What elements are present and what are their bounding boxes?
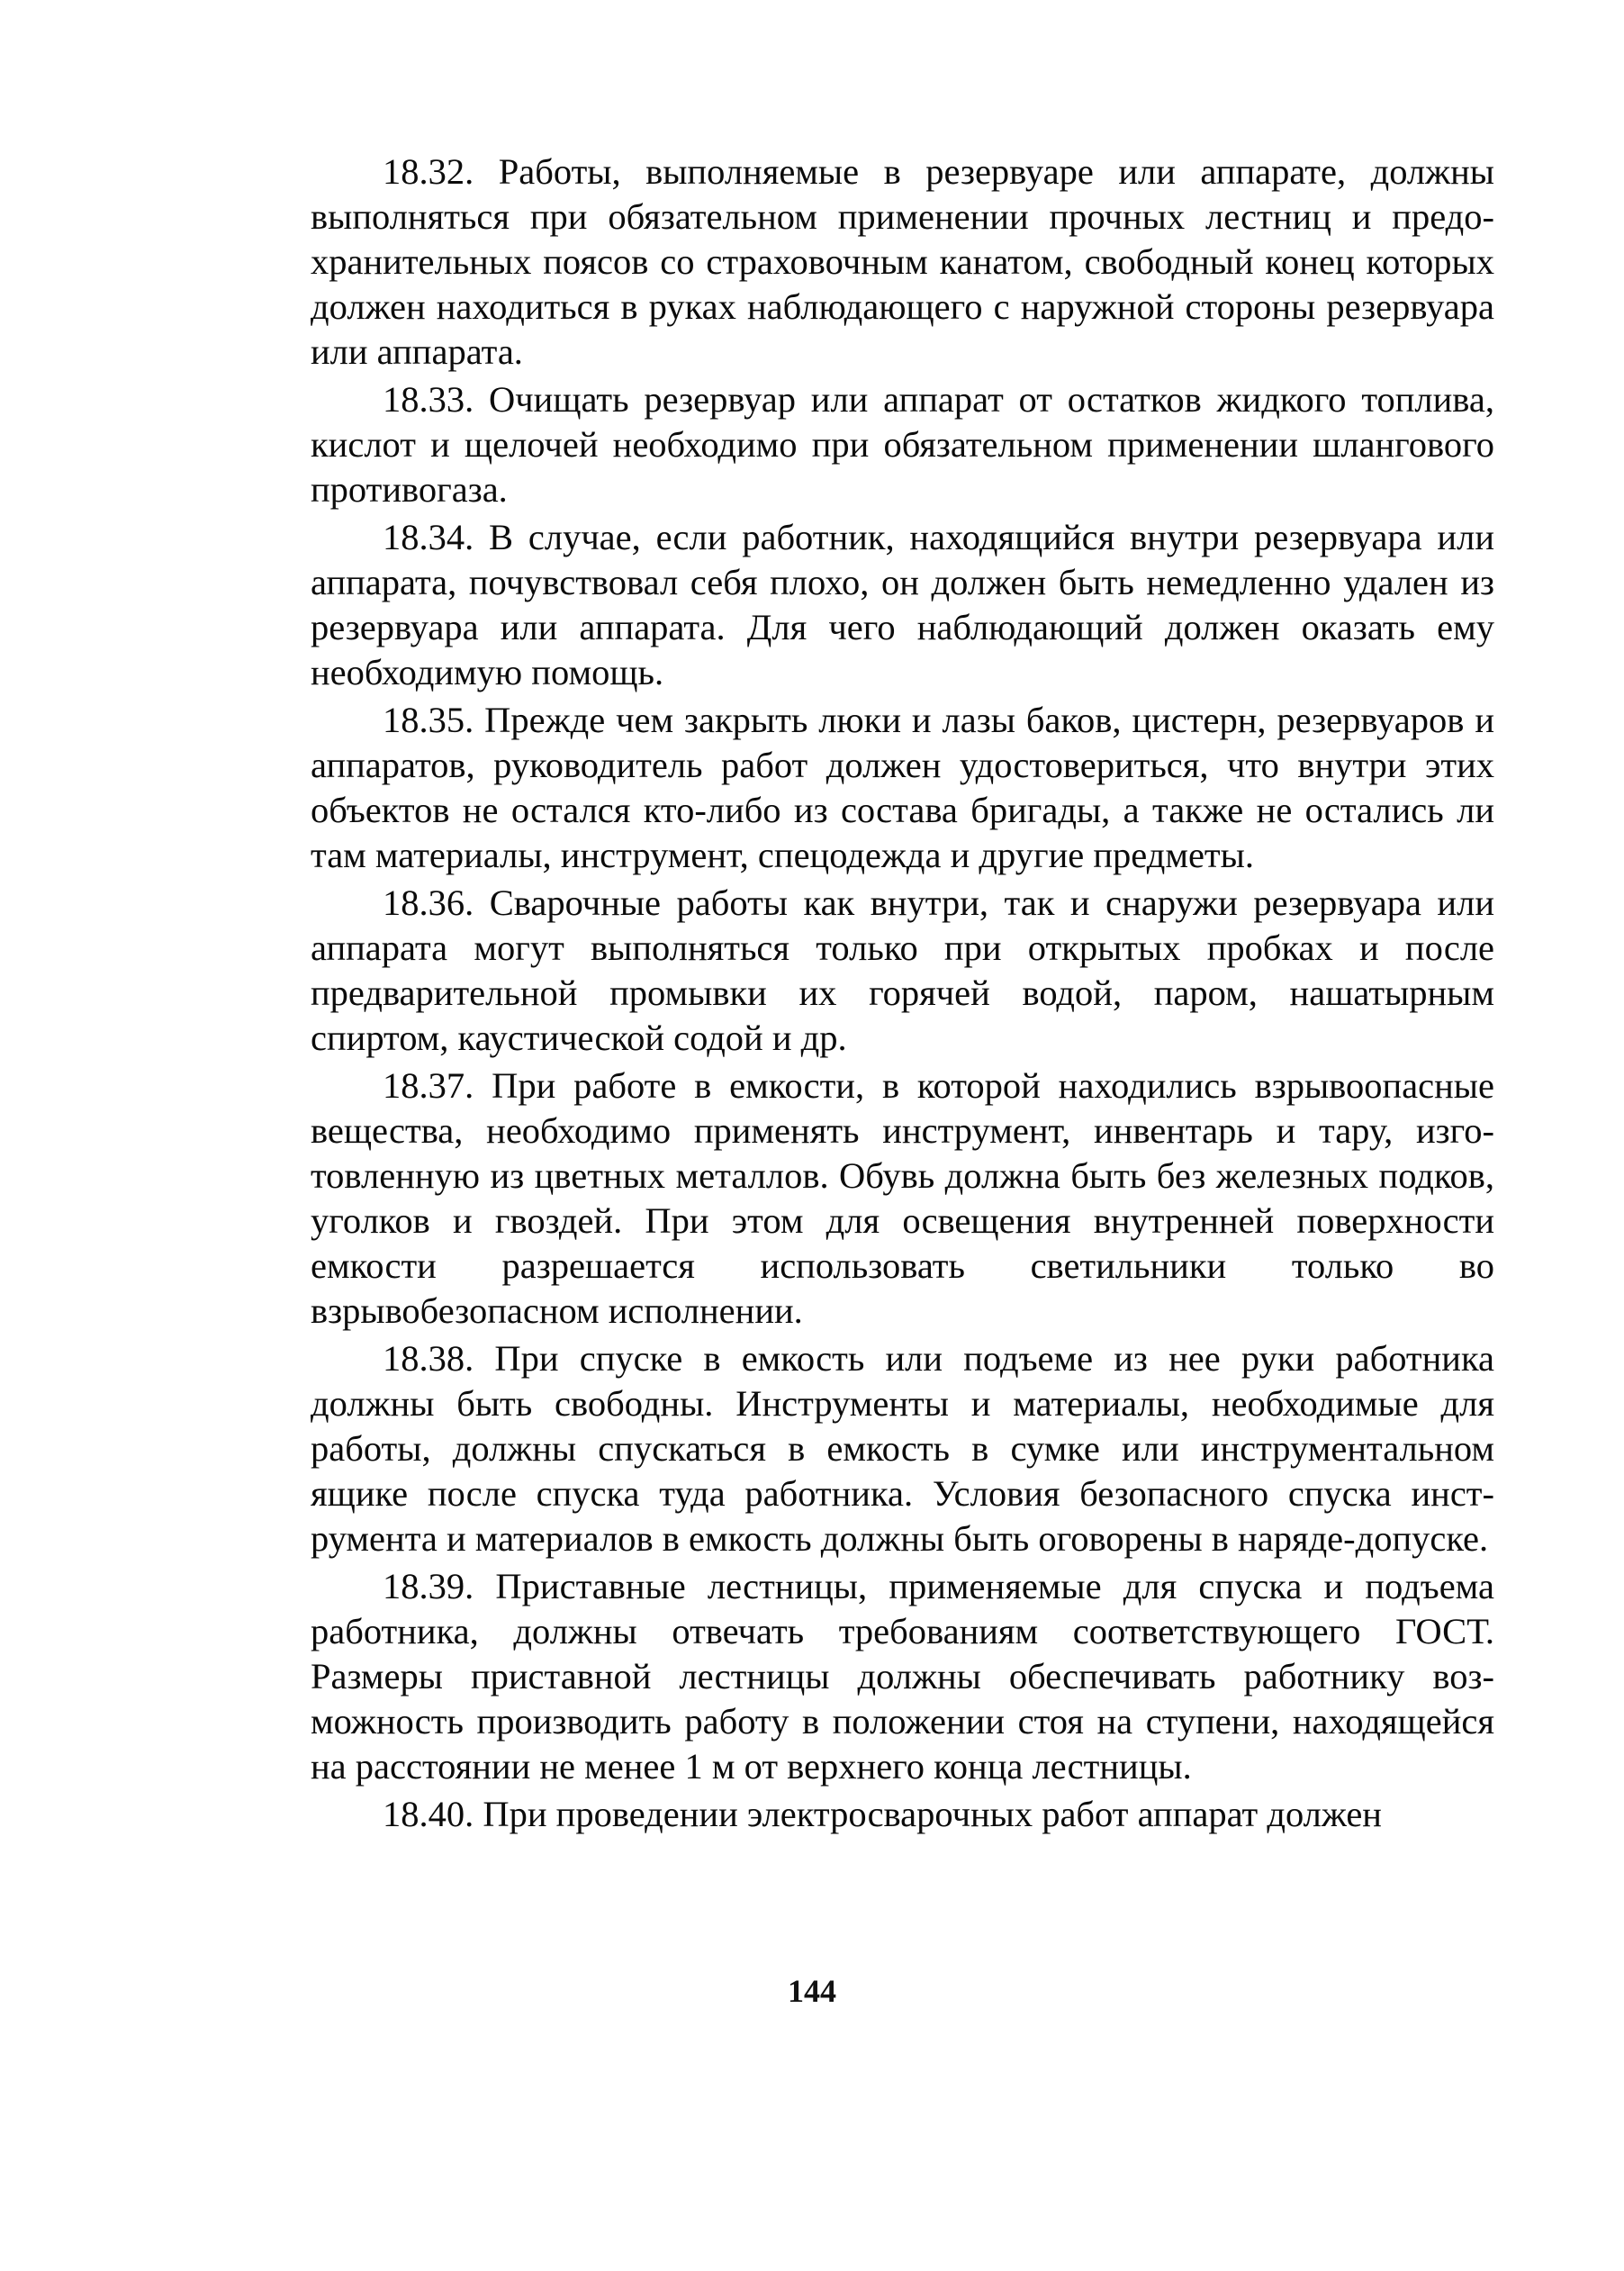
paragraph-18-36: 18.36. Сварочные работы как внутри, так и снаружи резервуара или аппарата могут выполняться только при открытых пробках и после предварительной промывки их горячей водой, паром, нашатырным спиртом, каустической содой и др.	[311, 882, 1494, 1058]
paragraph-18-37: 18.37. При работе в емкости, в которой находились взрывоопасные вещества, необходимо применять инструмент, инвентарь и тару, изготовленную из цветных металлов. Обувь должна быть без железных подков, уголков и гвоздей. При этом для освещения внутренней поверхности емкости разрешается использовать светильники только во взрывобезопасном исполнении.	[311, 1065, 1494, 1331]
paragraph-18-40: 18.40. При проведении электросварочных работ аппарат должен	[383, 1794, 1382, 1834]
page-number: 144	[788, 1973, 836, 2009]
paragraph-18-35: 18.35. Прежде чем закрыть люки и лазы баков, цистерн, резервуаров и аппаратов, руководитель работ должен удостовериться, что внутри этих объектов не остался кто-либо из состава бригады, а также не остались ли там материалы, инструмент, спецодежда и другие предметы.	[311, 700, 1494, 875]
paragraph-18-39: 18.39. Приставные лестницы, применяемые для спуска и подъема работника, должны отвечать требованиям соответствующего ГОСТ. Размеры приставной лестницы должны обеспечивать работнику возможность производить работу в положении стоя на ступени, находящейся на расстоянии не менее 1 м от верхнего конца лестницы.	[311, 1566, 1494, 1787]
paragraph-18-34: 18.34. В случае, если работник, находящийся внутри резервуара или аппарата, почувствовал себя плохо, он должен быть немедленно удален из резервуара или аппарата. Для чего наблюдающий должен оказать ему необходимую помощь.	[311, 517, 1494, 692]
paragraph-18-33: 18.33. Очищать резервуар или аппарат от остатков жидкого топлива, кислот и щелочей необходимо при обязательном применении шлангового противогаза.	[311, 379, 1494, 510]
body-text	[311, 149, 1494, 1840]
paragraph-18-38: 18.38. При спуске в емкость или подъеме из нее руки работника должны быть свободны. Инструменты и материалы, необходимые для работы, должны спускаться в емкость в сумке или инструментальном ящике после спуска туда работника. Условия безопасного спуска инструмента и материалов в емкость должны быть оговорены в наряде-допуске.	[311, 1338, 1494, 1559]
paragraph-18-32: 18.32. Работы, выполняемые в резервуаре или аппарате, должны выполняться при обязательном применении прочных лестниц и предохранительных поясов со страховочным канатом, свободный конец которых должен находиться в руках наблюдающего с наружной стороны резервуара или аппарата.	[311, 151, 1494, 372]
